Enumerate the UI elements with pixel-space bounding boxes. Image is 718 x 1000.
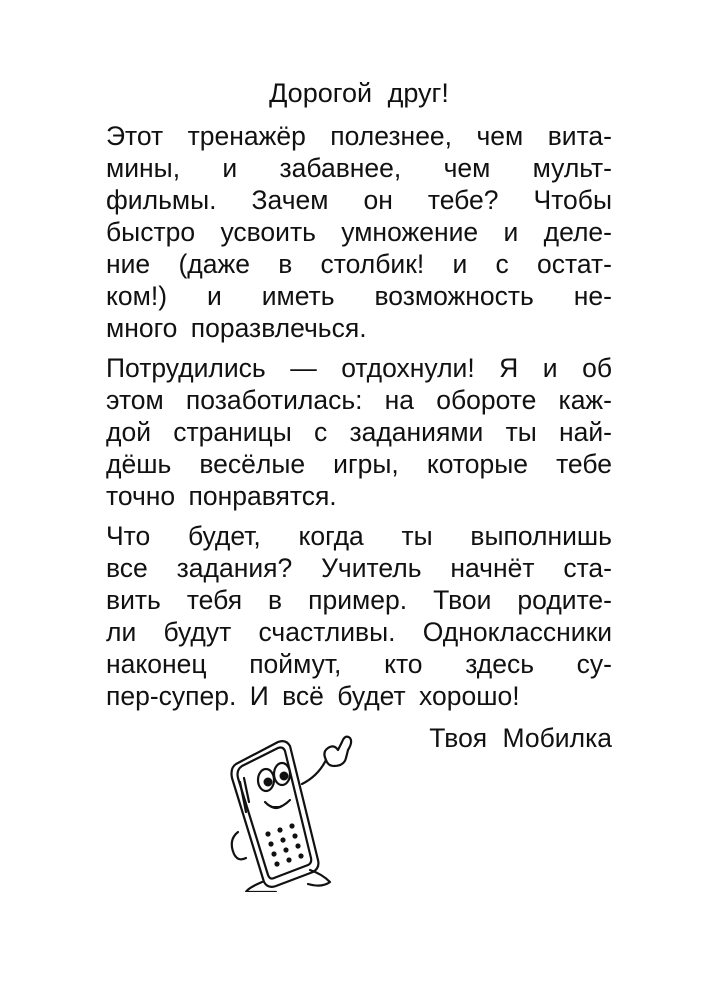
text-line: все задания? Учитель начнёт ста-	[106, 553, 612, 583]
text-line: вить тебя в пример. Твои родите-	[106, 585, 612, 615]
text-line: дёшь весёлые игры, которые тебе	[106, 449, 612, 479]
mobile-phone-mascot-icon	[218, 722, 358, 892]
text-line: Что будет, когда ты выполнишь	[106, 521, 612, 551]
text-line: точно понравятся.	[106, 481, 337, 511]
letter-signature: Твоя Мобилка	[429, 723, 612, 753]
text-line: фильмы. Зачем он тебе? Чтобы	[106, 185, 612, 215]
text-line: мины, и забавнее, чем мульт-	[106, 153, 612, 183]
paragraph-1	[106, 120, 612, 344]
paragraph-2	[106, 352, 612, 512]
text-line: ком!) и иметь возможность не-	[106, 281, 612, 311]
text-line: быстро усвоить умножение и деле-	[106, 217, 612, 247]
text-line: Потрудились — отдохнули! Я и об	[106, 353, 612, 383]
text-line: ли будут счастливы. Одноклассники	[106, 617, 612, 647]
text-line: пер-супер. И всё будет хорошо!	[106, 681, 520, 711]
text-line: наконец поймут, кто здесь су-	[106, 649, 612, 679]
text-line: ние (даже в столбик! и с остат-	[106, 249, 612, 279]
text-line: Этот тренажёр полезнее, чем вита-	[106, 121, 612, 151]
text-line: этом позаботилась: на обороте каж-	[106, 385, 612, 415]
text-line: много поразвлечься.	[106, 313, 367, 343]
letter-greeting: Дорогой друг!	[269, 78, 449, 108]
text-line: дой страницы с заданиями ты най-	[106, 417, 612, 447]
paragraph-3	[106, 520, 612, 712]
